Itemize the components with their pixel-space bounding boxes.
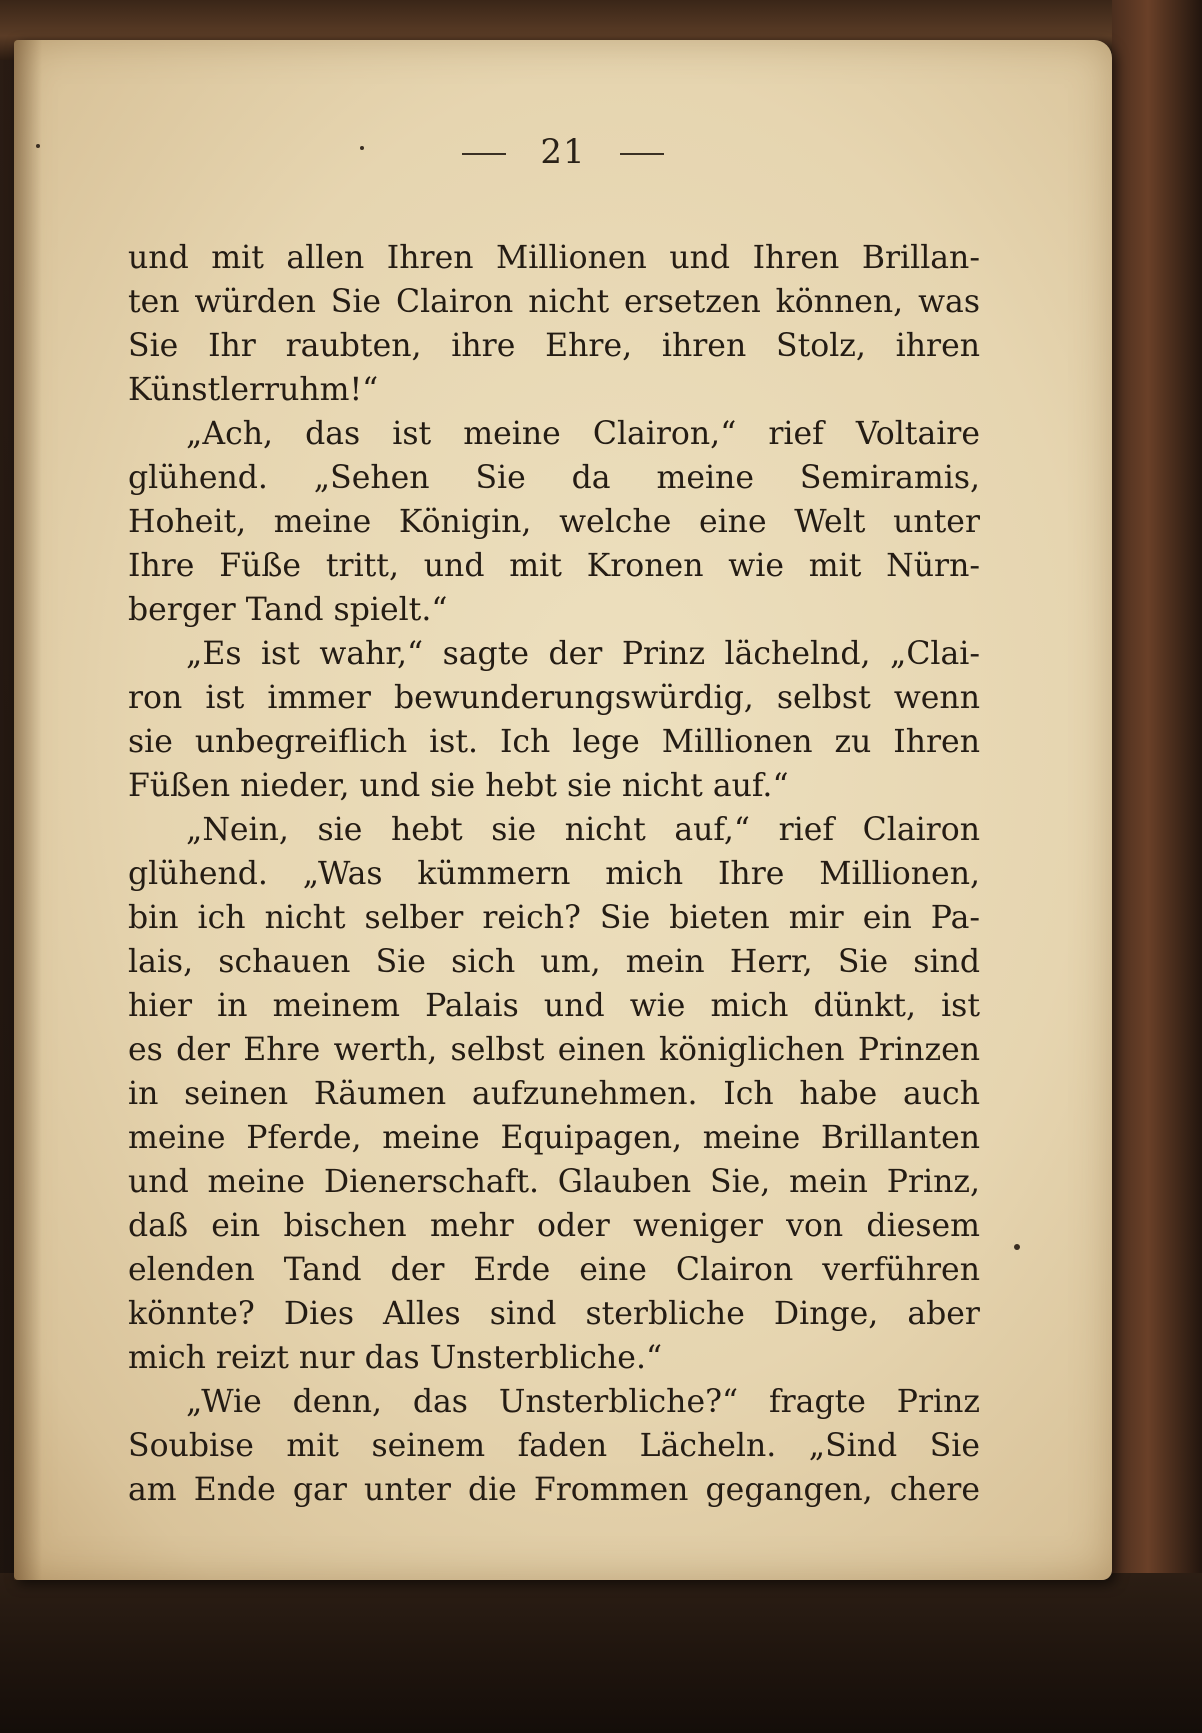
text-line: „Nein, sie hebt sie nicht auf,“ rief Clairon bbox=[186, 812, 980, 848]
paper-speck bbox=[1014, 1244, 1020, 1250]
page-number-dash-left bbox=[462, 153, 506, 155]
text-line: Ihre Füße tritt, und mit Kronen wie mit Nürn- bbox=[128, 548, 980, 584]
text-line: daß ein bischen mehr oder weniger von diesem bbox=[128, 1208, 980, 1244]
page-number-dash-right bbox=[620, 153, 664, 155]
text-line: und mit allen Ihren Millionen und Ihren Brillan- bbox=[128, 240, 980, 276]
book-page bbox=[14, 40, 1112, 1580]
text-line: meine Pferde, meine Equipagen, meine Brillanten bbox=[128, 1120, 980, 1156]
text-line: es der Ehre werth, selbst einen königlichen Prinzen bbox=[128, 1032, 980, 1068]
text-line: Hoheit, meine Königin, welche eine Welt unter bbox=[128, 504, 980, 540]
text-line: Sie Ihr raubten, ihre Ehre, ihren Stolz, ihren bbox=[128, 328, 980, 364]
text-line: und meine Dienerschaft. Glauben Sie, mein Prinz, bbox=[128, 1164, 980, 1200]
text-line: ron ist immer bewunderungswürdig, selbst wenn bbox=[128, 680, 980, 716]
text-line: am Ende gar unter die Frommen gegangen, chere bbox=[128, 1472, 980, 1508]
text-line: mich reizt nur das Unsterbliche.“ bbox=[128, 1340, 663, 1376]
paper-speck bbox=[36, 144, 40, 148]
text-line: berger Tand spielt.“ bbox=[128, 592, 448, 628]
text-line: glühend. „Was kümmern mich Ihre Millionen, bbox=[128, 856, 980, 892]
text-line: lais, schauen Sie sich um, mein Herr, Sie sind bbox=[128, 944, 980, 980]
text-line: sie unbegreiflich ist. Ich lege Millionen zu Ihren bbox=[128, 724, 980, 760]
text-line: ten würden Sie Clairon nicht ersetzen können, was bbox=[128, 284, 980, 320]
text-line: „Es ist wahr,“ sagte der Prinz lächelnd, „Clai- bbox=[186, 636, 980, 672]
text-line: könnte? Dies Alles sind sterbliche Dinge, aber bbox=[128, 1296, 980, 1332]
book-cover-bottom-edge bbox=[0, 1573, 1202, 1733]
text-line: Künstlerruhm!“ bbox=[128, 372, 379, 408]
text-line: Füßen nieder, und sie hebt sie nicht auf.“ bbox=[128, 768, 789, 804]
page-number-value: 21 bbox=[540, 132, 586, 172]
paper-speck bbox=[360, 146, 364, 150]
body-text bbox=[128, 236, 980, 1512]
text-line: hier in meinem Palais und wie mich dünkt, ist bbox=[128, 988, 980, 1024]
page-gutter-shadow bbox=[14, 40, 42, 1580]
text-line: Soubise mit seinem faden Lächeln. „Sind Sie bbox=[128, 1428, 980, 1464]
book-cover-right-edge bbox=[1112, 0, 1202, 1733]
text-line: glühend. „Sehen Sie da meine Semiramis, bbox=[128, 460, 980, 496]
text-line: bin ich nicht selber reich? Sie bieten mir ein Pa- bbox=[128, 900, 980, 936]
text-line: „Ach, das ist meine Clairon,“ rief Voltaire bbox=[186, 416, 980, 452]
text-line: „Wie denn, das Unsterbliche?“ fragte Prinz bbox=[186, 1384, 980, 1420]
text-line: in seinen Räumen aufzunehmen. Ich habe auch bbox=[128, 1076, 980, 1112]
page-number bbox=[14, 132, 1112, 172]
text-line: elenden Tand der Erde eine Clairon verführen bbox=[128, 1252, 980, 1288]
